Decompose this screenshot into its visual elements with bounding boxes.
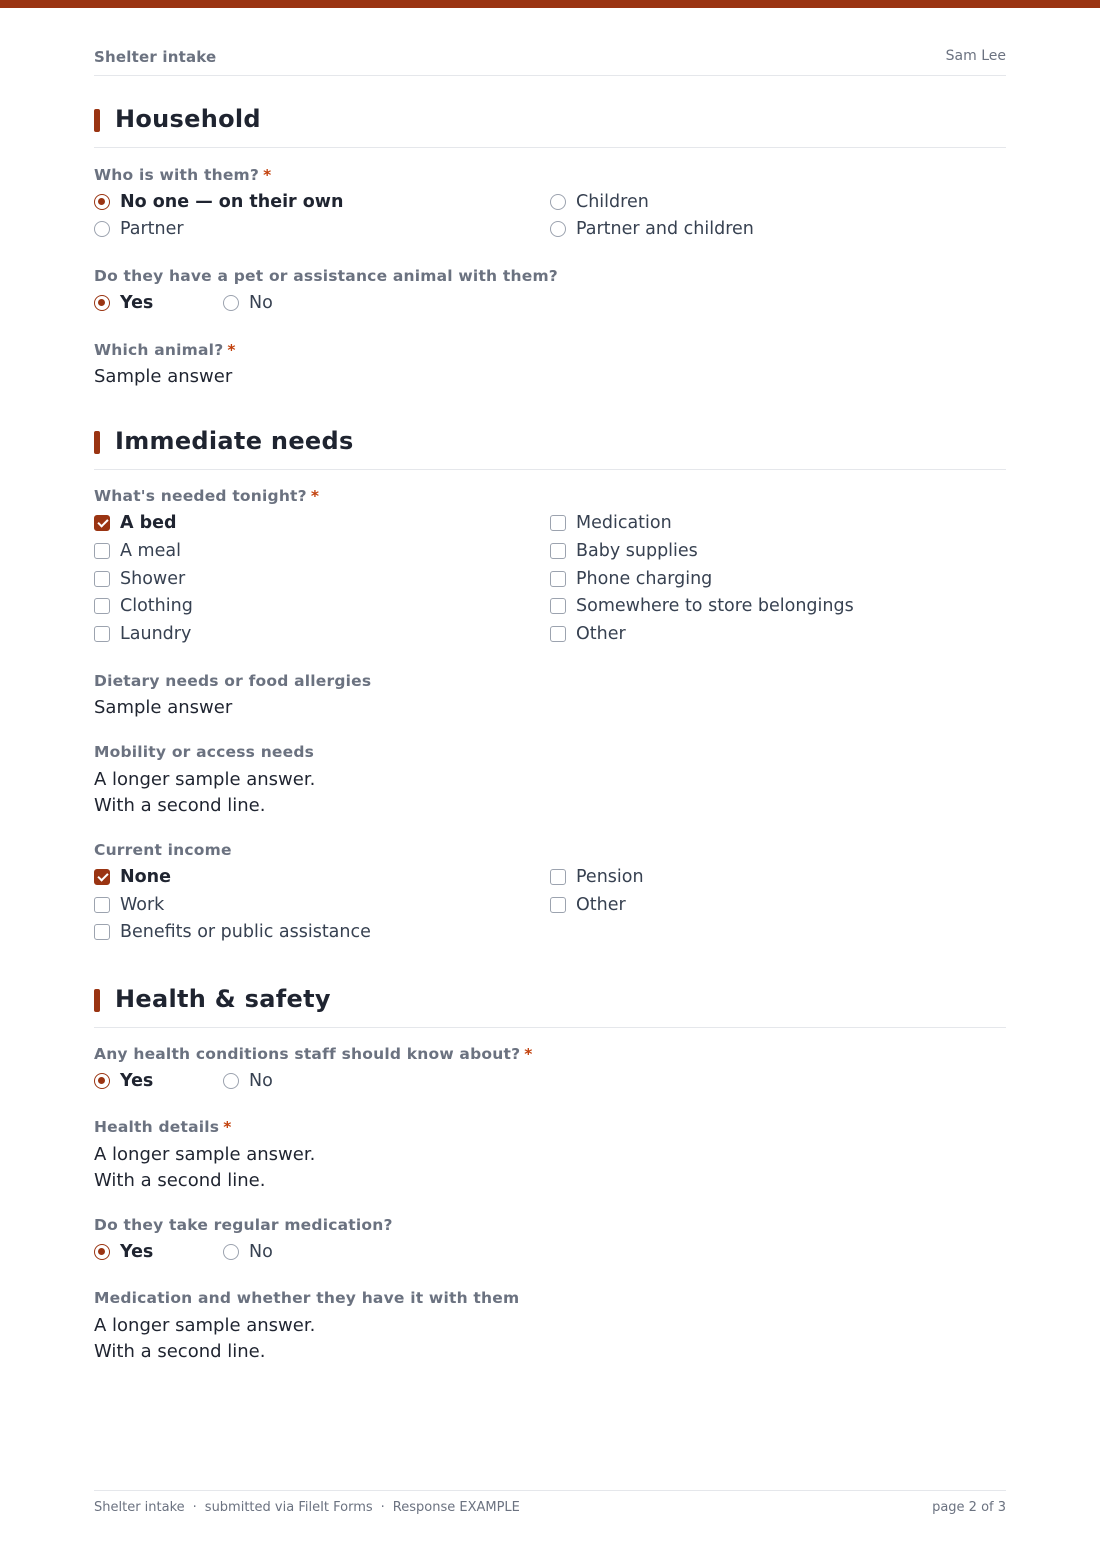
- option-label: Yes: [120, 293, 154, 313]
- option-label: A meal: [120, 541, 181, 561]
- checkbox-icon: [94, 543, 110, 559]
- required-mark: *: [310, 487, 320, 505]
- section-household: [94, 104, 1006, 148]
- question-label-tonight: What's needed tonight? *: [94, 487, 320, 505]
- page-footer: [94, 1490, 1006, 1515]
- checkbox-option[interactable]: [94, 568, 185, 590]
- section-immediate-needs: [94, 426, 1006, 470]
- answer-line: A longer sample answer.: [94, 769, 316, 790]
- checkbox-option[interactable]: [94, 623, 191, 645]
- option-label: Children: [576, 192, 649, 212]
- checkbox-icon: [94, 598, 110, 614]
- footer-meta: [94, 1500, 520, 1515]
- radio-option[interactable]: [94, 292, 153, 314]
- answer-line: A longer sample answer.: [94, 1315, 316, 1336]
- respondent-name: Sam Lee: [945, 48, 1006, 64]
- question-label-pet: Do they have a pet or assistance animal with them?: [94, 267, 558, 285]
- checkbox-icon: [550, 598, 566, 614]
- option-label: Work: [120, 895, 165, 915]
- checkbox-option[interactable]: [550, 540, 698, 562]
- section-title: Health & safety: [115, 985, 331, 1013]
- answer-health-details: [94, 1142, 315, 1194]
- answer-line: With a second line.: [94, 795, 266, 816]
- answer-medication-details: [94, 1313, 315, 1365]
- answer-line: With a second line.: [94, 1341, 266, 1362]
- checkbox-option[interactable]: [94, 921, 371, 943]
- question-label-medication-details: Medication and whether they have it with them: [94, 1289, 520, 1307]
- option-label: Laundry: [120, 624, 192, 644]
- option-label: Pension: [576, 867, 644, 887]
- option-label: Other: [576, 624, 626, 644]
- checkbox-option[interactable]: [550, 866, 644, 888]
- checkbox-checked-icon: [94, 869, 110, 885]
- option-label: Yes: [120, 1071, 154, 1091]
- footer-response: Response EXAMPLE: [392, 1500, 520, 1515]
- radio-icon: [223, 1244, 239, 1260]
- checkbox-option[interactable]: [94, 512, 177, 534]
- checkbox-icon: [550, 543, 566, 559]
- radio-option[interactable]: [223, 292, 273, 314]
- answer-which-animal: Sample answer: [94, 366, 233, 387]
- checkbox-option[interactable]: [94, 540, 181, 562]
- radio-option[interactable]: [94, 218, 184, 240]
- radio-selected-icon: [94, 295, 110, 311]
- question-label-health-details: Health details *: [94, 1118, 232, 1136]
- checkbox-option[interactable]: [550, 568, 712, 590]
- radio-icon: [223, 1073, 239, 1089]
- option-label: No: [249, 1242, 273, 1262]
- answer-line: A longer sample answer.: [94, 1144, 316, 1165]
- radio-option[interactable]: [223, 1241, 273, 1263]
- radio-option[interactable]: [223, 1070, 273, 1092]
- option-label: Benefits or public assistance: [120, 922, 371, 942]
- answer-dietary: Sample answer: [94, 697, 233, 718]
- checkbox-icon: [94, 897, 110, 913]
- page-header: [94, 48, 1006, 76]
- answer-line: With a second line.: [94, 1170, 266, 1191]
- radio-selected-icon: [94, 1073, 110, 1089]
- footer-form-name: Shelter intake: [94, 1500, 185, 1515]
- page-number: page 2 of 3: [932, 1500, 1006, 1515]
- option-label: Somewhere to store belongings: [576, 596, 854, 616]
- required-mark: *: [227, 341, 236, 359]
- required-mark: *: [524, 1045, 533, 1063]
- question-label-mobility: Mobility or access needs: [94, 743, 315, 761]
- option-label: None: [120, 867, 171, 887]
- question-label-medication: Do they take regular medication?: [94, 1216, 393, 1234]
- checkbox-icon: [550, 897, 566, 913]
- radio-icon: [223, 295, 239, 311]
- radio-option[interactable]: [550, 191, 649, 213]
- answer-mobility: [94, 767, 315, 819]
- checkbox-option[interactable]: [94, 595, 193, 617]
- checkbox-option[interactable]: [94, 866, 171, 888]
- radio-icon: [94, 221, 110, 237]
- checkbox-icon: [550, 571, 566, 587]
- checkbox-option[interactable]: [550, 623, 626, 645]
- accent-bar: [0, 0, 1100, 8]
- checkbox-icon: [94, 571, 110, 587]
- option-label: Clothing: [120, 596, 193, 616]
- form-name: Shelter intake: [94, 48, 217, 66]
- radio-option[interactable]: [550, 218, 754, 240]
- radio-option[interactable]: [94, 1070, 153, 1092]
- checkbox-option[interactable]: [550, 595, 854, 617]
- option-label: Other: [576, 895, 626, 915]
- question-label-conditions: Any health conditions staff should know about? *: [94, 1045, 533, 1063]
- option-label: Phone charging: [576, 569, 713, 589]
- required-mark: *: [223, 1118, 232, 1136]
- footer-separator: ·: [380, 1500, 385, 1515]
- question-label-dietary: Dietary needs or food allergies: [94, 672, 372, 690]
- option-label: Partner and children: [576, 219, 754, 239]
- option-label: Yes: [120, 1242, 154, 1262]
- option-label: Partner: [120, 219, 184, 239]
- option-label: Shower: [120, 569, 186, 589]
- checkbox-option[interactable]: [550, 512, 672, 534]
- section-marker: [94, 109, 100, 132]
- radio-icon: [550, 194, 566, 210]
- footer-submitted: submitted via FileIt Forms: [204, 1500, 373, 1515]
- option-label: No: [249, 293, 273, 313]
- radio-selected-icon: [94, 194, 110, 210]
- section-health-safety: [94, 984, 1006, 1028]
- checkbox-icon: [550, 515, 566, 531]
- section-marker: [94, 989, 100, 1012]
- checkbox-icon: [550, 626, 566, 642]
- option-label: No: [249, 1071, 273, 1091]
- footer-separator: ·: [192, 1500, 197, 1515]
- radio-icon: [550, 221, 566, 237]
- checkbox-icon: [94, 924, 110, 940]
- option-label: A bed: [120, 513, 177, 533]
- checkbox-option[interactable]: [94, 894, 164, 916]
- checkbox-option[interactable]: [550, 894, 626, 916]
- option-label: Baby supplies: [576, 541, 698, 561]
- radio-option[interactable]: [94, 191, 343, 213]
- radio-selected-icon: [94, 1244, 110, 1260]
- section-marker: [94, 431, 100, 454]
- radio-option[interactable]: [94, 1241, 153, 1263]
- section-title: Immediate needs: [115, 427, 354, 455]
- section-title: Household: [115, 105, 261, 133]
- checkbox-icon: [94, 626, 110, 642]
- checkbox-icon: [550, 869, 566, 885]
- question-label-income: Current income: [94, 841, 232, 859]
- question-label-which-animal: Which animal? *: [94, 341, 236, 359]
- required-mark: *: [263, 166, 272, 184]
- option-label: No one — on their own: [120, 192, 344, 212]
- question-label-who-with: Who is with them? *: [94, 166, 272, 184]
- option-label: Medication: [576, 513, 672, 533]
- checkbox-checked-icon: [94, 515, 110, 531]
